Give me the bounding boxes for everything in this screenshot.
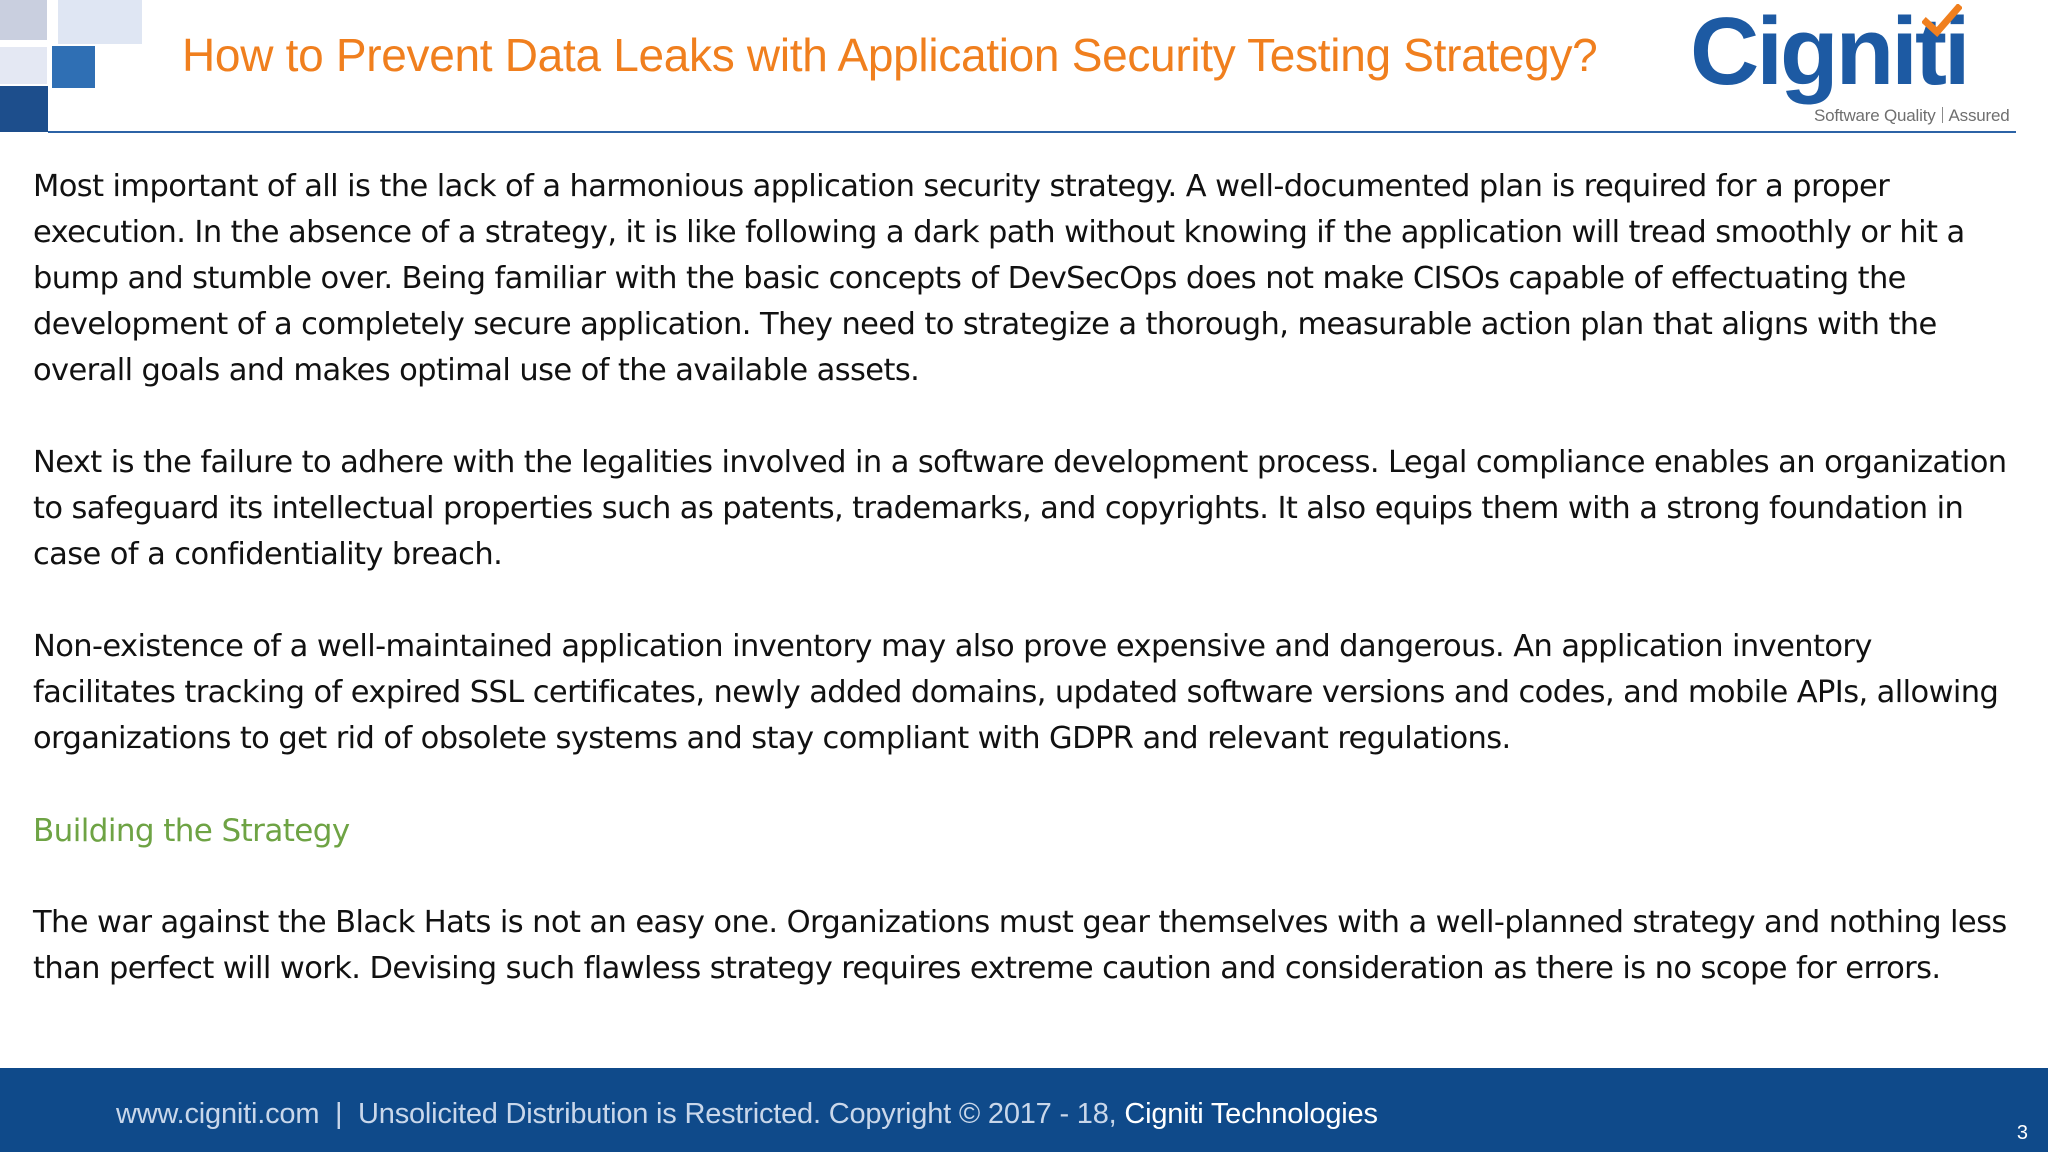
decor-square xyxy=(0,86,48,132)
logo-tagline xyxy=(1814,106,2010,126)
footer-copyright: www.cigniti.com | Unsolicited Distribution is Restricted. Copyright © 2017 - 18, xyxy=(116,1098,1125,1130)
slide-title: How to Prevent Data Leaks with Application Security Testing Strategy? xyxy=(182,29,1598,81)
company-logo xyxy=(1690,2,2010,127)
tagline-separator xyxy=(1942,107,1943,123)
body-paragraph: Non-existence of a well-maintained application inventory may also prove expensive and dangerous. An application inventory facilitates tracking of expired SSL certificates, newly added domains, updated software versions and codes, and mobile APIs, allowing organizations to get rid of obsolete systems and stay compliant with GDPR and relevant regulations. xyxy=(33,629,1999,756)
logo-tagline-right: Assured xyxy=(1948,106,2010,125)
decor-square xyxy=(0,47,47,84)
page-number: 3 xyxy=(2016,1122,2028,1144)
body-paragraph: Most important of all is the lack of a harmonious application security strategy. A well-documented plan is required for a proper execution. In the absence of a strategy, it is like following a dark path without knowing if the application will tread smoothly or hit a bump and stumble over. Being familiar with the basic concepts of DevSecOps does not make CISOs capable of effectuating the development of a completely secure application. They need to strategize a thorough, measurable action plan that aligns with the overall goals and makes optimal use of the available assets. xyxy=(33,169,1965,388)
footer-company: Cigniti Technologies xyxy=(1124,1098,1378,1130)
footer-bar xyxy=(0,1068,2048,1152)
logo-tagline-left: Software Quality xyxy=(1814,106,1936,125)
decor-square xyxy=(0,0,47,40)
decor-square xyxy=(52,46,95,88)
decor-square xyxy=(58,0,142,44)
checkmark-icon xyxy=(1922,4,1962,40)
header-divider xyxy=(48,131,2016,133)
slide-body xyxy=(33,164,2018,1038)
body-paragraph: Next is the failure to adhere with the legalities involved in a software development process. Legal compliance enables an organization to safeguard its intellectual properties such as patents, trademarks, and copyrights. It also equips them with a strong foundation in case of a confidentiality breach. xyxy=(33,445,2007,572)
footer-text xyxy=(116,1098,1378,1131)
section-heading: Building the Strategy xyxy=(33,813,350,849)
body-paragraph: The war against the Black Hats is not an easy one. Organizations must gear themselves with a well-planned strategy and nothing less than perfect will work. Devising such flawless strategy requires extreme caution and consideration as there is no scope for errors. xyxy=(33,905,2007,986)
logo-wordmark: Cigniti xyxy=(1690,0,1968,105)
